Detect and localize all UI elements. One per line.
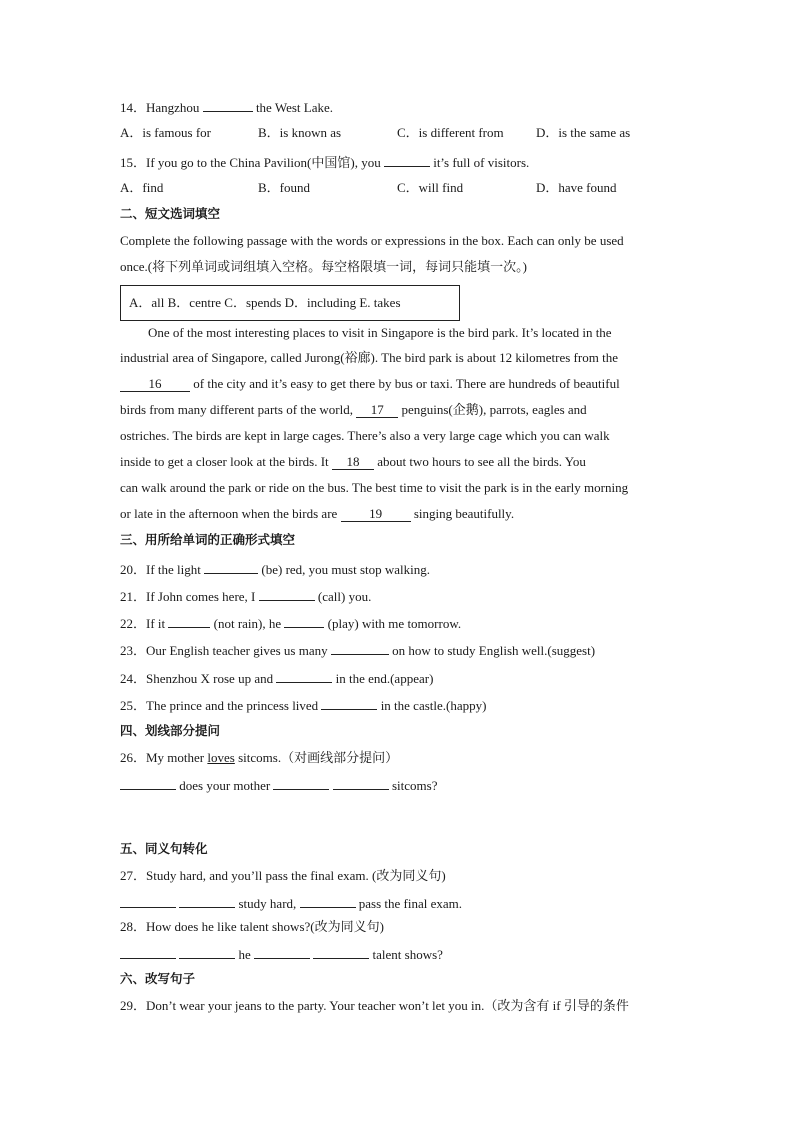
answer-blank[interactable]	[120, 894, 176, 908]
question-14: 14．Hangzhou the West Lake.	[120, 100, 333, 115]
passage-line: industrial area of Singapore, called Jurong(裕廊). The bird park is about 12 kilometres from the	[120, 350, 618, 365]
section-heading: 六、改写句子	[120, 971, 196, 986]
answer-blank[interactable]	[204, 560, 258, 574]
answer-blank[interactable]	[120, 945, 176, 959]
answer-blank[interactable]	[276, 669, 332, 683]
question-27: 27．Study hard, and you’ll pass the final exam. (改为同义句)	[120, 868, 446, 883]
word-box-options: A．all B．centre C．spends D．including E. takes	[129, 295, 401, 310]
answer-blank[interactable]	[203, 98, 253, 112]
answer-blank[interactable]	[259, 587, 315, 601]
answer-blank[interactable]	[179, 894, 235, 908]
blank-19[interactable]: 19	[341, 507, 411, 522]
option-d[interactable]: D．have found	[536, 180, 617, 195]
answer-line: does your mother sitcoms?	[120, 776, 437, 794]
question-22: 22．If it (not rain), he (play) with me tomorrow.	[120, 616, 462, 631]
passage-line: 16 of the city and it’s easy to get there by bus or taxi. There are hundreds of beautiful	[120, 376, 620, 392]
answer-blank[interactable]	[179, 945, 235, 959]
option-c[interactable]: C．is different from	[397, 125, 504, 140]
blank-16[interactable]: 16	[120, 377, 190, 392]
section-heading: 二、短文选词填空	[120, 206, 221, 221]
blank-17[interactable]: 17	[356, 403, 398, 418]
question-15: 15．If you go to the China Pavilion(中国馆), you it’s full of visitors.	[120, 155, 530, 170]
passage-line: can walk around the park or ride on the bus. The best time to visit the park is in the early morning	[120, 480, 629, 495]
underlined-word: loves	[207, 750, 235, 765]
answer-blank[interactable]	[120, 776, 176, 790]
passage-line: ostriches. The birds are kept in large cages. There’s also a very large cage which you can walk	[120, 428, 610, 443]
answer-blank[interactable]	[273, 776, 329, 790]
question-21: 21．If John comes here, I (call) you.	[120, 589, 372, 604]
option-a[interactable]: A．is famous for	[120, 125, 211, 140]
instruction-text: Complete the following passage with the words or expressions in the box. Each can only be used	[120, 233, 624, 248]
answer-blank[interactable]	[284, 614, 324, 628]
word-box	[120, 285, 460, 321]
passage-line: or late in the afternoon when the birds are 19 singing beautifully.	[120, 506, 515, 521]
answer-line: he talent shows?	[120, 945, 443, 963]
passage-line: One of the most interesting places to visit in Singapore is the bird park. It’s located in the	[148, 325, 612, 340]
question-20: 20．If the light (be) red, you must stop walking.	[120, 562, 431, 577]
question-25: 25．The prince and the princess lived in the castle.(happy)	[120, 698, 487, 713]
passage-line: inside to get a closer look at the birds. It 18 about two hours to see all the birds. You	[120, 454, 586, 469]
question-24: 24．Shenzhou X rose up and in the end.(appear)	[120, 671, 434, 686]
section-heading: 四、划线部分提问	[120, 723, 221, 738]
question-29: 29．Don’t wear your jeans to the party. Your teacher won’t let you in.（改为含有 if 引导的条件	[120, 998, 629, 1013]
answer-blank[interactable]	[384, 153, 430, 167]
answer-blank[interactable]	[333, 776, 389, 790]
option-d[interactable]: D．is the same as	[536, 125, 631, 140]
answer-blank[interactable]	[168, 614, 210, 628]
option-b[interactable]: B．found	[258, 180, 311, 195]
answer-blank[interactable]	[254, 945, 310, 959]
answer-blank[interactable]	[313, 945, 369, 959]
question-26: 26．My mother loves sitcoms.（对画线部分提问）	[120, 750, 399, 765]
blank-18[interactable]: 18	[332, 455, 374, 470]
section-heading: 五、同义句转化	[120, 841, 208, 856]
section-heading: 三、用所给单词的正确形式填空	[120, 532, 296, 547]
answer-blank[interactable]	[321, 696, 377, 710]
option-b[interactable]: B．is known as	[258, 125, 342, 140]
answer-blank[interactable]	[331, 641, 389, 655]
question-28: 28．How does he like talent shows?(改为同义句)	[120, 919, 384, 934]
answer-line: study hard, pass the final exam.	[120, 894, 462, 912]
option-a[interactable]: A．find	[120, 180, 164, 195]
question-23: 23．Our English teacher gives us many on how to study English well.(suggest)	[120, 643, 596, 658]
instruction-text: once.(将下列单词或词组填入空格。每空格限填一词，每词只能填一次。)	[120, 259, 527, 274]
option-c[interactable]: C．will find	[397, 180, 464, 195]
passage-line: birds from many different parts of the world, 17 penguins(企鹅), parrots, eagles and	[120, 402, 587, 417]
answer-blank[interactable]	[300, 894, 356, 908]
